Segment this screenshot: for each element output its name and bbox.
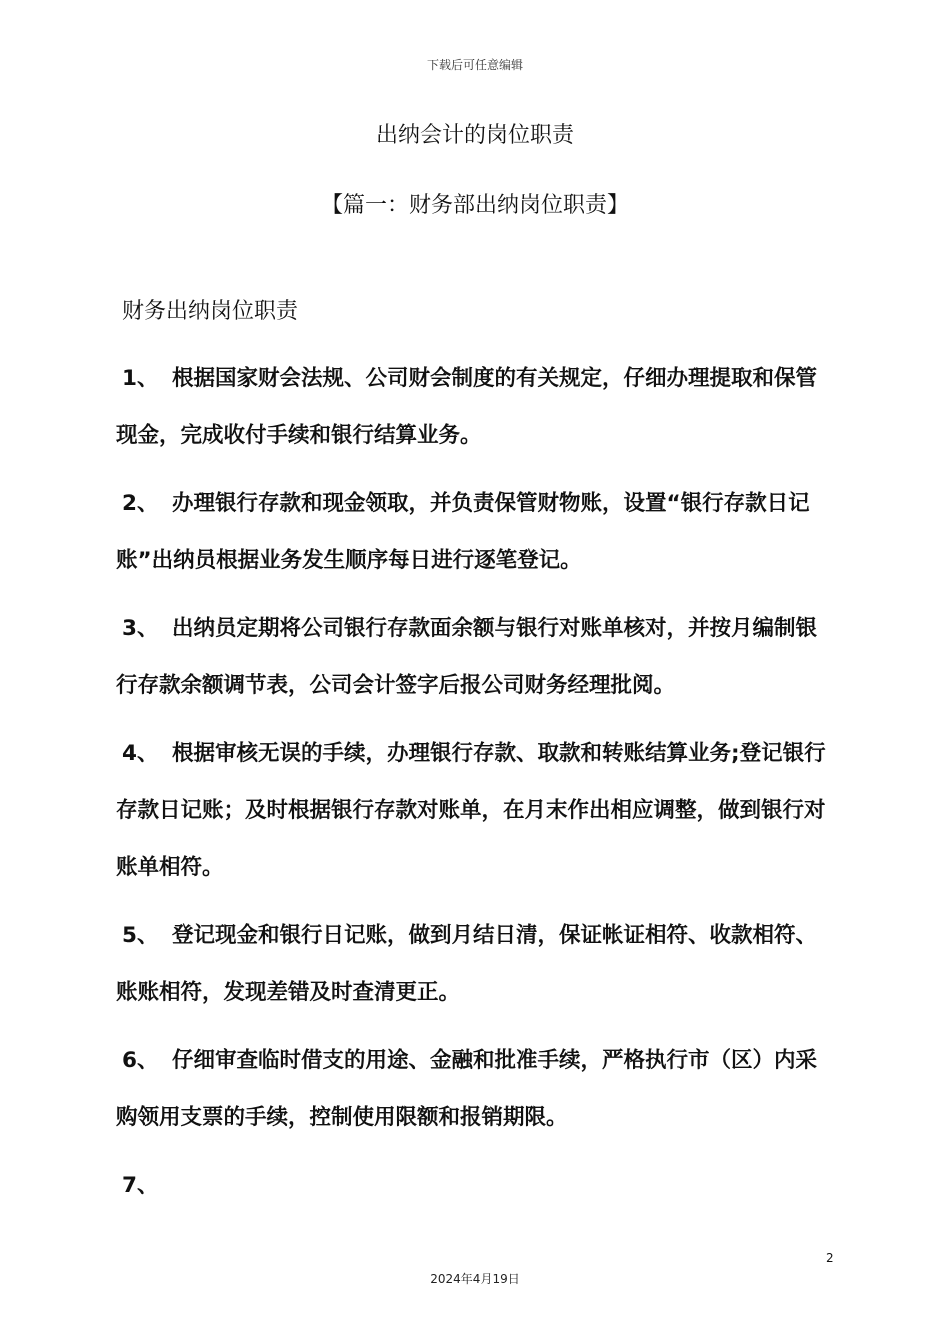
item-text: 登记现金和银行日记账，做到月结日清，保证帐证相符、收款相符、账账相符，发现差错及时查清更正。	[116, 923, 818, 1005]
document-subtitle: 【篇一：财务部出纳岗位职责】	[320, 193, 629, 218]
section-heading: 财务出纳岗位职责	[122, 299, 299, 324]
list-item	[116, 725, 838, 896]
item-number: 2、	[122, 491, 159, 516]
duty-list	[116, 350, 838, 1225]
list-item	[116, 475, 838, 589]
item-text: 根据国家财会法规、公司财会制度的有关规定，仔细办理提取和保管现金，完成收付手续和银行结算业务。	[116, 366, 818, 448]
item-text: 仔细审查临时借支的用途、金融和批准手续，严格执行市（区）内采购领用支票的手续，控制使用限额和报销期限。	[116, 1048, 818, 1130]
item-text: 办理银行存款和现金领取，并负责保管财物账，设置“银行存款日记账”出纳员根据业务发生顺序每日进行逐笔登记。	[116, 491, 810, 573]
item-number: 7、	[122, 1173, 159, 1198]
item-number: 4、	[122, 741, 159, 766]
item-number: 5、	[122, 923, 159, 948]
item-number: 6、	[122, 1048, 159, 1073]
document-title: 出纳会计的岗位职责	[375, 123, 574, 148]
item-text: 出纳员定期将公司银行存款面余额与银行对账单核对，并按月编制银行存款余额调节表，公司会计签字后报公司财务经理批阅。	[116, 616, 818, 698]
header-note: 下载后可任意编辑	[426, 58, 523, 72]
list-item	[116, 350, 838, 464]
list-item	[116, 1157, 838, 1214]
list-item	[116, 600, 838, 714]
item-number: 3、	[122, 616, 159, 641]
item-text: 根据审核无误的手续，办理银行存款、取款和转账结算业务;登记银行存款日记账；及时根据银行存款对账单，在月末作出相应调整，做到银行对账单相符。	[116, 741, 826, 880]
item-number: 1、	[122, 366, 159, 391]
list-item	[116, 907, 838, 1021]
page-number: 2	[826, 1251, 834, 1265]
list-item	[116, 1032, 838, 1146]
footer-date: 2024年4月19日	[430, 1272, 520, 1286]
